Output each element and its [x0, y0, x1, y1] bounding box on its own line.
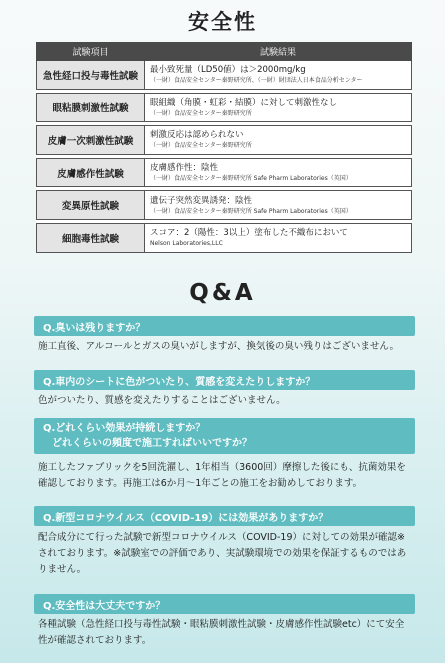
safety-test-table [36, 42, 412, 253]
column-header-test-item: 試験項目 [37, 43, 145, 61]
question-text: Q.臭いは残りますか？ [43, 322, 146, 334]
table-row [37, 223, 412, 252]
test-result-cell [145, 158, 412, 187]
question-bar [34, 316, 415, 336]
test-result: 眼組織（角膜・虹彩・結膜）に対して刺激性なし [150, 97, 338, 108]
test-name: 急性経口投与毒性試験 [37, 61, 145, 90]
test-name: 細胞毒性試験 [37, 223, 145, 252]
test-name: 皮膚感作性試験 [37, 158, 145, 187]
test-result: スコア：2（陽性：3以上）塗布した不織布において [150, 228, 348, 239]
question-text: Q.どれくらい効果が持続しますか？ [43, 423, 206, 434]
question-bar [34, 594, 415, 614]
answer-text: 各種試験（急性経口投与毒性試験・眼粘膜刺激性試験・皮膚感作性試験etc）にて安全性が確認されております。 [38, 619, 405, 646]
test-result-cell [145, 223, 412, 252]
test-result-cell [145, 126, 412, 155]
test-source: （一財）食品安全センター秦野研究所 Safe Pharm Laboratories（英国） [150, 175, 352, 183]
test-name: 眼粘膜刺激性試験 [37, 93, 145, 122]
question-text-line-2: どれくらいの頻度で施工すればいいですか？ [52, 438, 252, 449]
test-result: 皮膚感作性：陰性 [150, 163, 219, 174]
question-bar [34, 370, 415, 390]
test-result-cell [145, 93, 412, 122]
test-source: （一財）食品安全センター秦野研究所 [150, 142, 252, 150]
question-text: Q.安全性は大丈夫ですか？ [43, 600, 166, 612]
test-source: （一財）食品安全センター秦野研究所 Safe Pharm Laboratories（英国） [150, 207, 352, 215]
table-row [37, 126, 412, 155]
answer-text: 配合成分にて行った試験で新型コロナウイルス（COVID-19）に対しての効果が確認※されております。※試験室での評価であり、実試験環境での効果を保証するものではありません。 [38, 532, 407, 575]
safety-title: 安全性 [188, 10, 257, 34]
test-result-cell [145, 61, 412, 90]
table-row [37, 191, 412, 220]
column-header-test-result: 試験結果 [145, 43, 412, 61]
test-source: Nelson Laboratories,LLC [150, 240, 223, 248]
test-result: 遺伝子突然変異誘発：陰性 [150, 195, 253, 206]
answer-text: 施工したファブリックを5回洗濯し、1年相当（3600回）摩擦した後にも、抗菌効果を確認しております。再施工は6か月〜1年ごとの施工をお勧めしております。 [38, 462, 406, 489]
table-header-row [37, 43, 412, 61]
test-result: 最小致死量（LD50値）は＞2000mg/kg [150, 65, 306, 76]
test-name: 皮膚一次刺激性試験 [37, 126, 145, 155]
question-bar [34, 506, 415, 526]
question-text: Q.新型コロナウイルス（COVID-19）には効果がありますか？ [43, 512, 329, 524]
question-text: Q.車内のシートに色がついたり、質感を変えたりしますか？ [43, 376, 316, 388]
table-row [37, 93, 412, 122]
answer-text: 色がついたり、質感を変えたりすることはございません。 [38, 395, 286, 406]
table-row [37, 158, 412, 187]
test-source: （一財）食品安全センター秦野研究所、（一財）財団法人日本食品分析センター [150, 77, 363, 85]
test-source: （一財）食品安全センター秦野研究所 [150, 109, 252, 117]
question-bar [34, 418, 415, 454]
test-result-cell [145, 191, 412, 220]
table-row [37, 61, 412, 90]
test-result: 刺激反応は認められない [150, 130, 244, 141]
answer-text: 施工直後、アルコールとガスの臭いがしますが、換気後の臭い残りはございません。 [38, 341, 400, 352]
qa-title: Q&A [189, 280, 256, 306]
test-name: 変異原性試験 [37, 191, 145, 220]
